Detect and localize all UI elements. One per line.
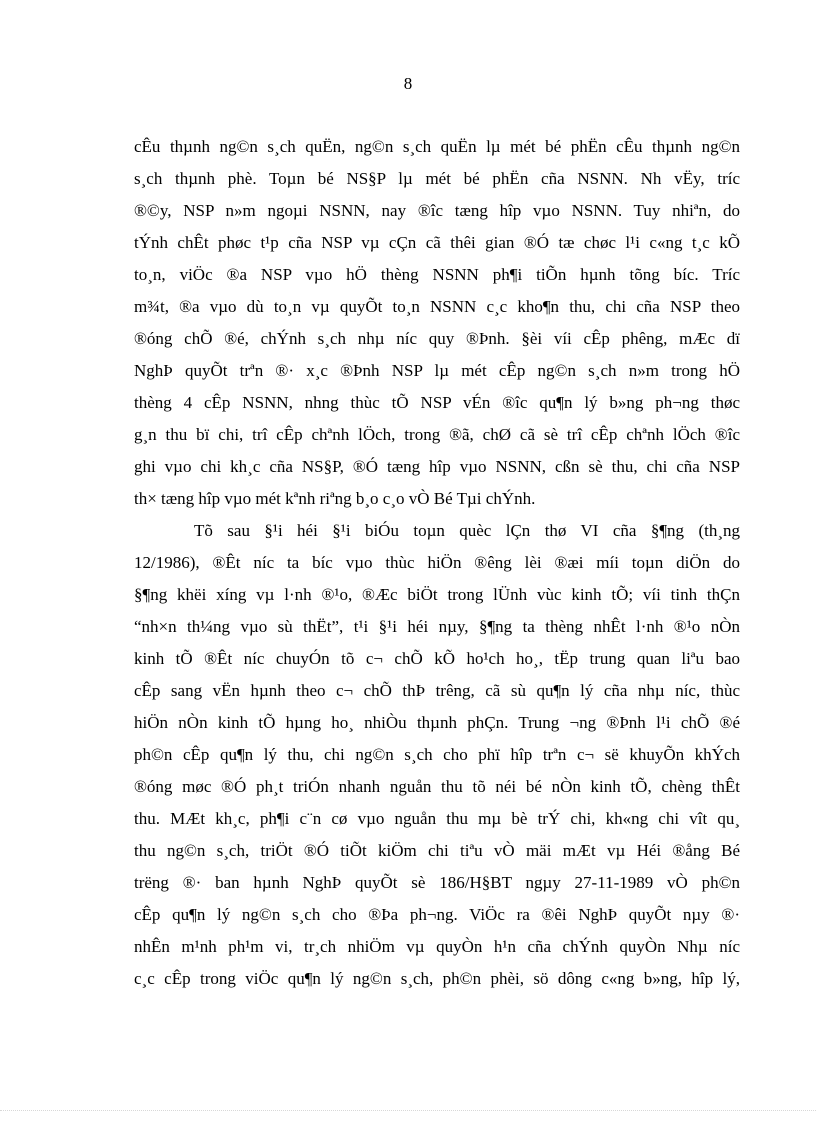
text-line: thu. MÆt kh¸c, ph¶i c¨n cø vµo nguån thu mµ bè trÝ chi, kh«ng chi vît qu¸ (134, 809, 740, 828)
text-line: th× tæng hîp vµo mét kªnh riªng b¸o c¸o vÒ Bé Tµi chÝnh. (134, 489, 536, 508)
text-line: ®óng møc ®Ó ph¸t triÓn nhanh nguån thu tõ néi bé nÒn kinh tÕ, chèng thÊt (134, 777, 740, 796)
text-line: g¸n thu bï chi, trî cÊp chªnh lÖch, trong ®ã, chØ cã sè trî cÊp chªnh lÖch ®îc (134, 425, 740, 444)
text-line: cÊu thµnh ng©n s¸ch quËn, ng©n s¸ch quËn lµ mét bé phËn cÊu thµnh ng©n (134, 137, 740, 156)
text-line: “nh×n th¼ng vµo sù thËt”, t¹i §¹i héi nµy, §¶ng ta thèng nhÊt l·nh ®¹o nÒn (134, 617, 740, 636)
text-line: s¸ch thµnh phè. Toµn bé NS§P lµ mét bé phËn cña NSNN. Nh vËy, tríc (134, 169, 740, 188)
text-line: thèng 4 cÊp NSNN, nhng thùc tÕ NSP vÉn ®îc qu¶n lý b»ng ph¬ng thøc (134, 393, 740, 412)
text-line: m¾t, ®a vµo dù to¸n vµ quyÕt to¸n NSNN c¸c kho¶n thu, chi cña NSP theo (134, 297, 740, 316)
text-line: 12/1986), ®Êt níc ta bíc vµo thùc hiÖn ®êng lèi ®æi míi toµn diÖn do (134, 553, 740, 572)
text-line: c¸c cÊp trong viÖc qu¶n lý ng©n s¸ch, ph©n phèi, sö dông c«ng b»ng, hîp lý, (134, 969, 740, 988)
paragraph-1 (134, 131, 740, 515)
text-line: to¸n, viÖc ®a NSP vµo hÖ thèng NSNN ph¶i tiÕn hµnh tõng bíc. Tríc (134, 265, 740, 284)
text-line: nhÊn m¹nh ph¹m vi, tr¸ch nhiÖm vµ quyÒn h¹n cña chÝnh quyÒn Nhµ níc (134, 937, 740, 956)
text-line: §¶ng khëi xíng vµ l·nh ®¹o, ®Æc biÖt trong lÜnh vùc kinh tÕ; víi tinh thÇn (134, 585, 740, 604)
paragraph-2 (134, 515, 740, 995)
text-line: NghÞ quyÕt trªn ®· x¸c ®Þnh NSP lµ mét cÊp ng©n s¸ch n»m trong hÖ (134, 361, 740, 380)
text-line: cÊp qu¶n lý ng©n s¸ch cho ®Þa ph¬ng. ViÖc ra ®êi NghÞ quyÕt nµy ®· (134, 905, 740, 924)
body-text (134, 131, 740, 995)
text-line: thu ng©n s¸ch, triÖt ®Ó tiÕt kiÖm chi tiªu vÒ mäi mÆt vµ Héi ®ång Bé (134, 841, 740, 860)
text-line: ph©n cÊp qu¶n lý thu, chi ng©n s¸ch cho phï hîp trªn c¬ së khuyÕn khÝch (134, 745, 740, 764)
text-line: cÊp sang vËn hµnh theo c¬ chÕ thÞ trêng, cã sù qu¶n lý cña nhµ níc, thùc (134, 681, 740, 700)
page-bottom-edge (0, 1110, 816, 1111)
text-line: ®©y, NSP n»m ngoµi NSNN, nay ®îc tæng hîp vµo NSNN. Tuy nhiªn, do (134, 201, 740, 220)
text-line: kinh tÕ ®Êt níc chuyÓn tõ c¬ chÕ kÕ ho¹ch ho¸, tËp trung quan liªu bao (134, 649, 740, 668)
text-line: Tõ sau §¹i héi §¹i biÓu toµn quèc lÇn thø VI cña §¶ng (th¸ng (194, 521, 740, 540)
text-line: ®óng chÕ ®é, chÝnh s¸ch nhµ níc quy ®Þnh. §èi víi cÊp phêng, mÆc dï (134, 329, 740, 348)
text-line: trëng ®· ban hµnh NghÞ quyÕt sè 186/H§BT ngµy 27-11-1989 vÒ ph©n (134, 873, 740, 892)
text-line: hiÖn nÒn kinh tÕ hµng ho¸ nhiÒu thµnh phÇn. Trung ¬ng ®Þnh l¹i chÕ ®é (134, 713, 740, 732)
page-number: 8 (403, 74, 413, 93)
text-line: tÝnh chÊt phøc t¹p cña NSP vµ cÇn cã thêi gian ®Ó tæ chøc l¹i c«ng t¸c kÕ (134, 233, 740, 252)
text-line: ghi vµo chi kh¸c cña NS§P, ®Ó tæng hîp vµo NSNN, cßn sè thu, chi cña NSP (134, 457, 740, 476)
